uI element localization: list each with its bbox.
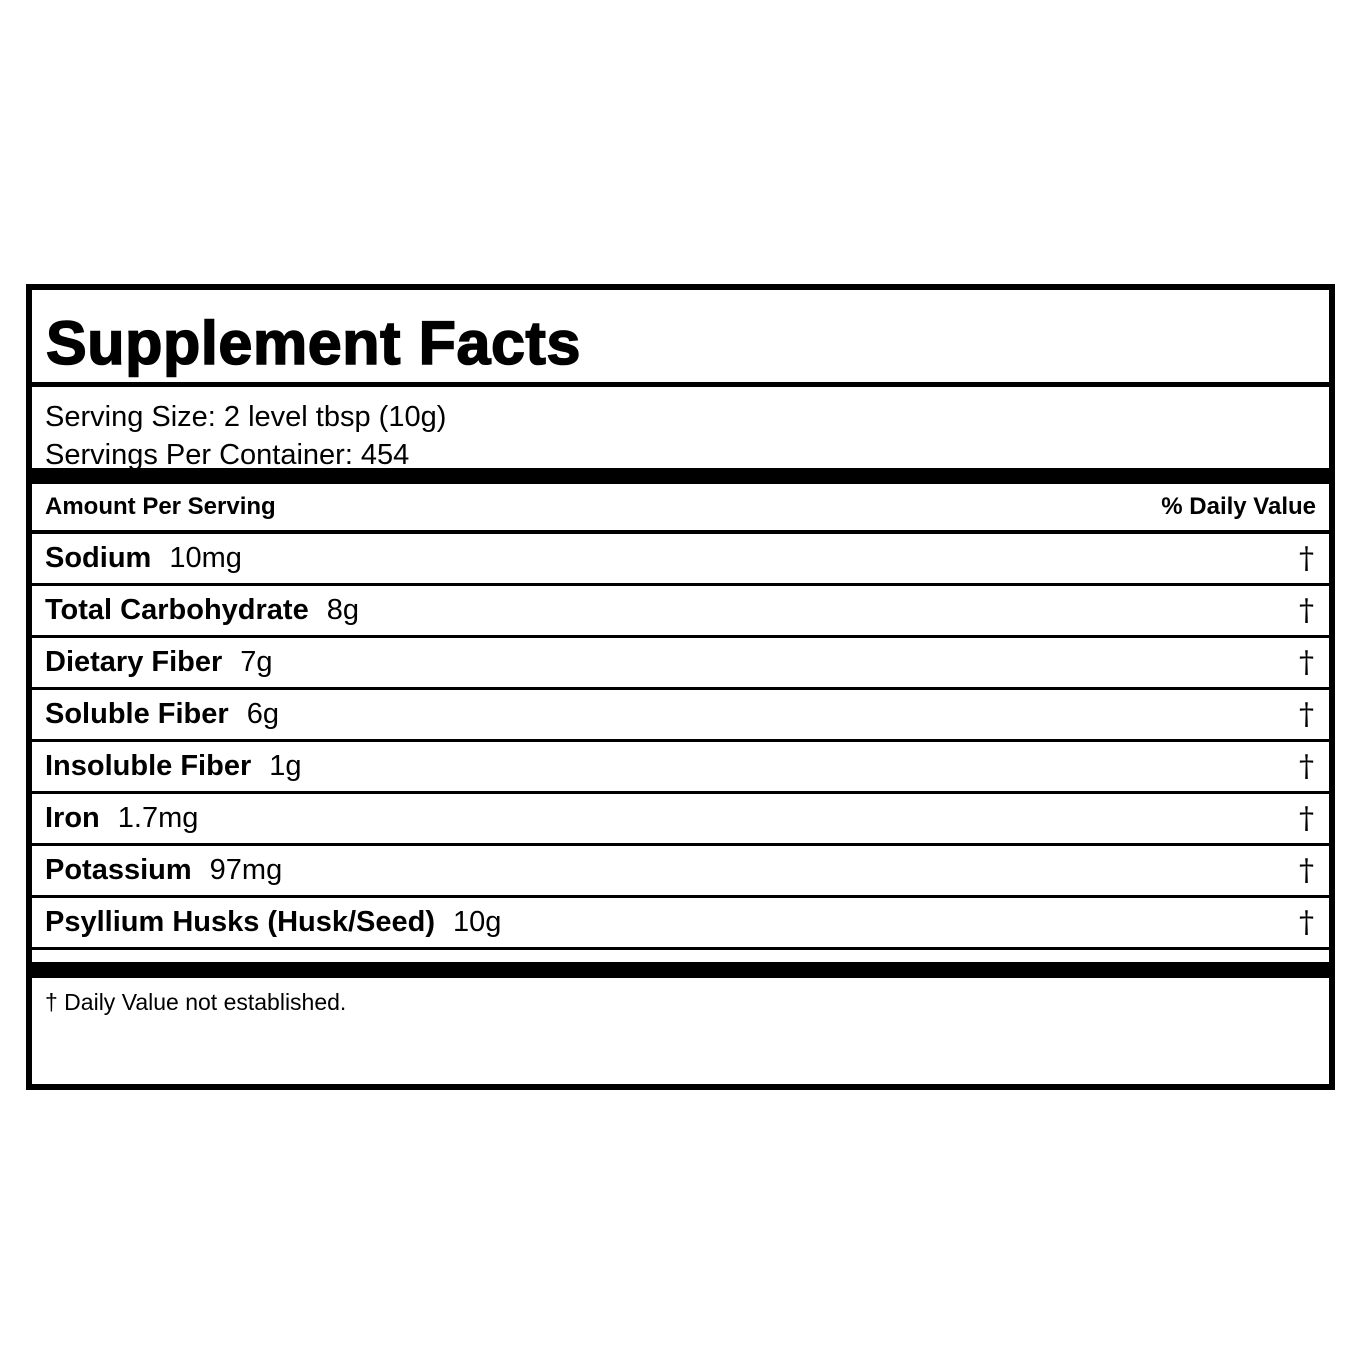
nutrient-amount: 8g [326,594,359,626]
nutrient-name: Soluble Fiber [45,698,229,730]
dagger-mark: † [1299,905,1314,940]
nutrient-amount: 6g [246,698,279,730]
nutrient-name: Iron [45,802,100,834]
nutrient-name: Total Carbohydrate [45,594,309,626]
nutrient-amount: 1.7mg [117,802,199,834]
nutrient-row [32,742,1329,794]
nutrient-row [32,846,1329,898]
column-header-row [32,484,1329,534]
amount-per-serving-header: Amount Per Serving [45,493,276,520]
nutrient-name: Potassium [45,854,192,886]
title-block [32,290,1329,387]
nutrient-amount: 7g [240,646,273,678]
nutrient-row [32,898,1329,950]
nutrient-row [32,690,1329,742]
nutrient-name: Insoluble Fiber [45,750,252,782]
supplement-facts-panel [26,284,1335,1090]
nutrient-row [32,638,1329,690]
dagger-mark: † [1299,853,1314,888]
serving-info [32,387,1329,484]
daily-value-header: % Daily Value [1161,493,1316,520]
nutrient-name: Dietary Fiber [45,646,223,678]
thick-divider [32,950,1329,978]
nutrient-row [32,586,1329,638]
servings-per-container: Servings Per Container: 454 [45,439,410,471]
nutrient-row [32,534,1329,586]
dagger-mark: † [1299,645,1314,680]
nutrient-amount: 10mg [169,542,242,574]
dagger-mark: † [1299,697,1314,732]
dagger-mark: † [1299,801,1314,836]
nutrient-row [32,794,1329,846]
footnote: † Daily Value not established. [45,989,347,1015]
dagger-mark: † [1299,541,1314,576]
nutrient-amount: 10g [453,906,502,938]
serving-size: Serving Size: 2 level tbsp (10g) [45,401,447,433]
nutrient-amount: 1g [269,750,302,782]
label-title: Supplement Facts [46,309,581,377]
nutrient-name: Psyllium Husks (Husk/Seed) [45,906,436,938]
dagger-mark: † [1299,593,1314,628]
dagger-mark: † [1299,749,1314,784]
nutrient-amount: 97mg [209,854,283,886]
nutrient-name: Sodium [45,542,152,574]
